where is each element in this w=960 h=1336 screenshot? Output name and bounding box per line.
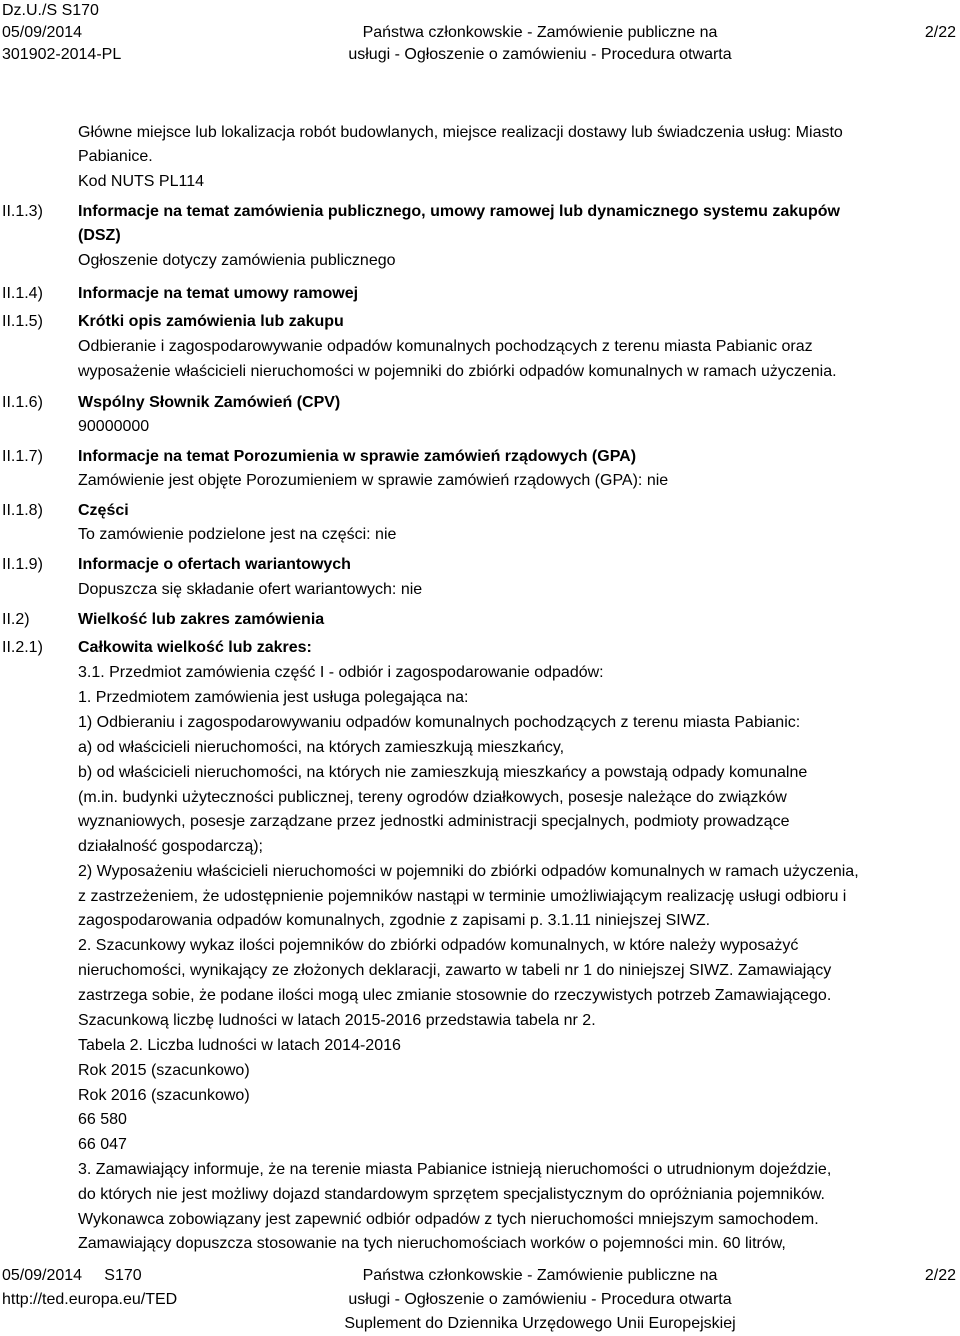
section-number-ii-2: II.2) [2, 611, 30, 628]
table-value-2015: 66 580 [78, 1111, 127, 1128]
scope-text-line: 3. Zamawiający informuje, że na terenie miasta Pabianice istnieją nieruchomości o utrudnionym dojeździe, [78, 1161, 832, 1178]
location-text: Główne miejsce lub lokalizacja robót budowlanych, miejsce realizacji dostawy lub świadczenia usług: Miasto [78, 124, 843, 141]
footer-title [250, 1264, 830, 1336]
scope-text-line: działalność gospodarczą); [78, 838, 263, 855]
short-description-line1: Odbieranie i zagospodarowywanie odpadów komunalnych pochodzących z terenu miasta Pabianic oraz [78, 338, 813, 355]
section-heading-contract-info-cont: (DSZ) [78, 227, 121, 244]
section-heading-framework: Informacje na temat umowy ramowej [78, 285, 359, 302]
section-number-ii-1-6: II.1.6) [2, 394, 43, 411]
section-heading-cpv: Wspólny Słownik Zamówień (CPV) [78, 394, 341, 411]
footer-date-series: 05/09/2014 S170 [2, 1267, 142, 1284]
header-date: 05/09/2014 [2, 24, 83, 41]
footer-supplement: Suplement do Dziennika Urzędowego Unii Europejskiej [344, 1315, 736, 1332]
notice-type-text: Ogłoszenie dotyczy zamówienia publicznego [78, 252, 396, 269]
table-caption: Tabela 2. Liczba ludności w latach 2014-2016 [78, 1037, 401, 1054]
section-number-ii-1-5: II.1.5) [2, 313, 43, 330]
scope-text-line: Zamawiający dopuszcza stosowanie na tych nieruchomościach worków o pojemności min. 60 litrów, [78, 1235, 786, 1252]
section-number-ii-2-1: II.2.1) [2, 639, 43, 656]
scope-text-line: zagospodarowania odpadów komunalnych, zgodnie z zapisami p. 3.1.11 niniejszej SIWZ. [78, 912, 711, 929]
header-title [250, 22, 830, 66]
scope-text-line: 1. Przedmiotem zamówienia jest usługa polegająca na: [78, 689, 469, 706]
variants-text: Dopuszcza się składanie ofert wariantowych: nie [78, 581, 423, 598]
section-heading-total-quantity: Całkowita wielkość lub zakres: [78, 639, 312, 656]
footer-left [2, 1264, 177, 1312]
header-left [2, 0, 121, 66]
page-header [0, 0, 960, 70]
table-header-2016: Rok 2016 (szacunkowo) [78, 1087, 250, 1104]
lots-text: To zamówienie podzielone jest na części: nie [78, 526, 397, 543]
section-number-ii-1-3: II.1.3) [2, 203, 43, 220]
scope-text-line: do których nie jest możliwy dojazd standardowym sprzętem specjalistycznym do opróżniania pojemników. [78, 1186, 825, 1203]
section-number-ii-1-7: II.1.7) [2, 448, 43, 465]
section-heading-variants: Informacje o ofertach wariantowych [78, 556, 351, 573]
section-heading-scope: Wielkość lub zakres zamówienia [78, 611, 325, 628]
scope-text-line: 2) Wyposażeniu właścicieli nieruchomości w pojemniki do zbiórki odpadów komunalnych w ramach użyczenia, [78, 863, 859, 880]
table-value-2016: 66 047 [78, 1136, 127, 1153]
section-number-ii-1-9: II.1.9) [2, 556, 43, 573]
footer-url[interactable]: http://ted.europa.eu/TED [2, 1291, 178, 1308]
journal-reference: Dz.U./S S170 [2, 2, 99, 19]
section-heading-contract-info: Informacje na temat zamówienia publicznego, umowy ramowej lub dynamicznego systemu zakupów [78, 203, 840, 220]
section-number-ii-1-8: II.1.8) [2, 502, 43, 519]
notice-number: 301902-2014-PL [2, 46, 122, 63]
section-heading-gpa: Informacje na temat Porozumienia w sprawie zamówień rządowych (GPA) [78, 448, 637, 465]
scope-text-line: wyznaniowych, posesje zarządzane przez jednostki administracji specjalnych, podmioty prowadzące [78, 813, 790, 830]
section-heading-short-description: Krótki opis zamówienia lub zakupu [78, 313, 344, 330]
scope-text-line: (m.in. budynki użyteczności publicznej, tereny ogrodów działkowych, posesje należące do związków [78, 789, 787, 806]
scope-text-line: z zastrzeżeniem, że udostępnienie pojemników nastąpi w terminie umożliwiającym realizację usługi odbioru i [78, 888, 847, 905]
scope-text-line: a) od właścicieli nieruchomości, na których zamieszkują mieszkańcy, [78, 739, 565, 756]
header-title-line2: usługi - Ogłoszenie o zamówieniu - Procedura otwarta [348, 46, 732, 63]
scope-text-line: b) od właścicieli nieruchomości, na których nie zamieszkują mieszkańcy a powstają odpady komunalne [78, 764, 808, 781]
nuts-code: Kod NUTS PL114 [78, 173, 204, 190]
scope-text-line: Szacunkową liczbę ludności w latach 2015-2016 przedstawia tabela nr 2. [78, 1012, 596, 1029]
location-text-cont: Pabianice. [78, 148, 153, 165]
scope-text-line: Wykonawca zobowiązany jest zapewnić odbiór odpadów z tych nieruchomości mniejszym samochodem. [78, 1211, 819, 1228]
scope-text-line: zastrzega sobie, że podane ilości mogą ulec zmianie stosownie do rzeczywistych potrzeb Zamawiającego. [78, 987, 832, 1004]
section-number-ii-1-4: II.1.4) [2, 285, 43, 302]
scope-text-line: nieruchomości, wynikający ze złożonych deklaracji, zawarto w tabeli nr 1 do niniejszej SIWZ. Zamawiający [78, 962, 832, 979]
scope-text-line: 3.1. Przedmiot zamówienia część I - odbiór i zagospodarowanie odpadów: [78, 664, 604, 681]
footer-title-line2: usługi - Ogłoszenie o zamówieniu - Procedura otwarta [348, 1291, 732, 1308]
cpv-code: 90000000 [78, 418, 150, 435]
footer-title-line1: Państwa członkowskie - Zamówienie publiczne na [362, 1267, 718, 1284]
short-description-line2: wyposażenie właścicieli nieruchomości w pojemniki do zbiórki odpadów komunalnych w ramach użyczenia. [78, 363, 837, 380]
scope-text-line: 2. Szacunkowy wykaz ilości pojemników do zbiórki odpadów komunalnych, w które należy wyposażyć [78, 937, 799, 954]
footer-page-number: 2/22 [924, 1267, 956, 1284]
header-title-line1: Państwa członkowskie - Zamówienie publiczne na [362, 24, 718, 41]
section-heading-lots: Części [78, 502, 129, 519]
header-page-number: 2/22 [924, 24, 956, 41]
gpa-text: Zamówienie jest objęte Porozumieniem w sprawie zamówień rządowych (GPA): nie [78, 472, 669, 489]
table-header-2015: Rok 2015 (szacunkowo) [78, 1062, 250, 1079]
scope-text-line: 1) Odbieraniu i zagospodarowywaniu odpadów komunalnych pochodzących z terenu miasta Pabianic: [78, 714, 801, 731]
